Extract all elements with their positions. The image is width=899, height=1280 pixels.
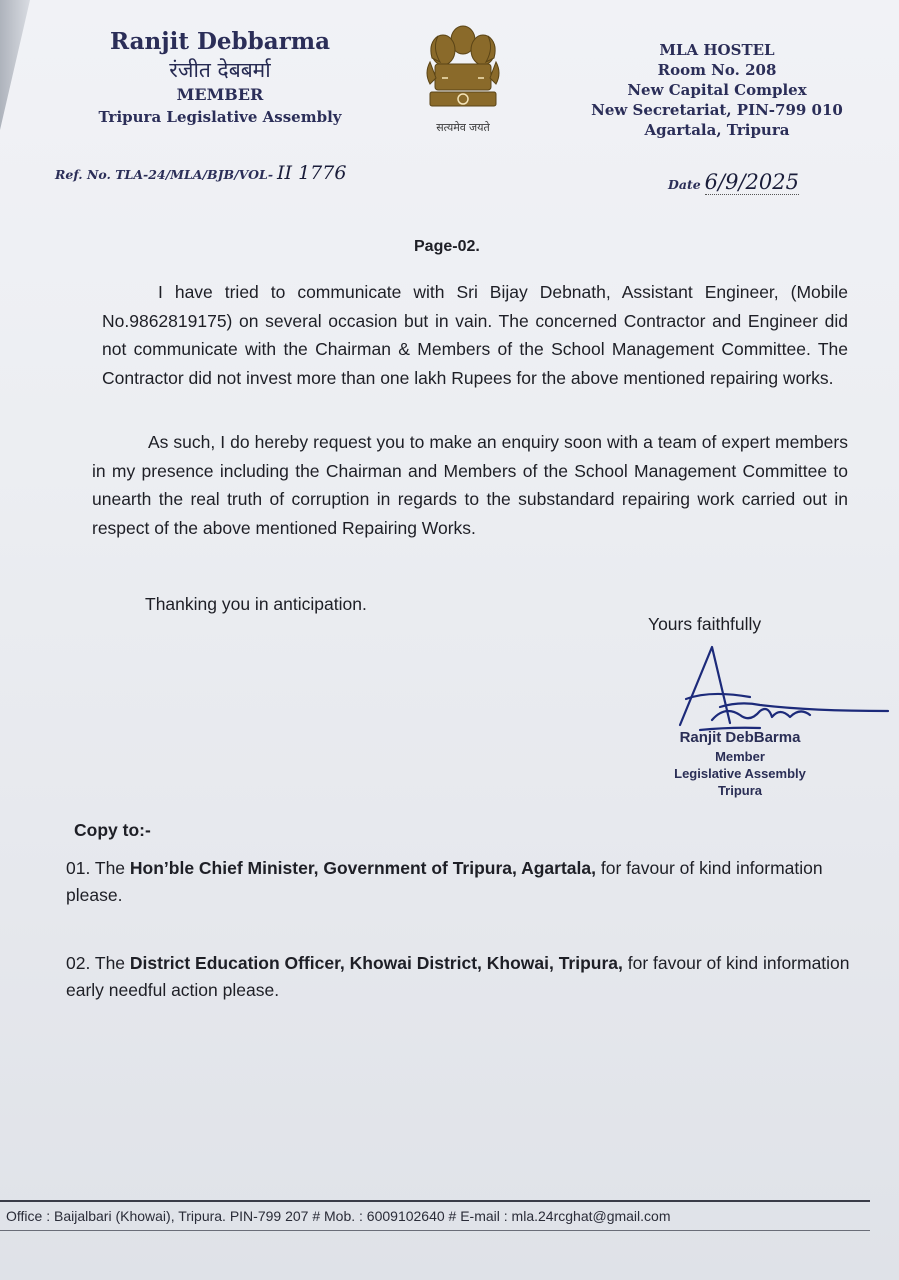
national-emblem xyxy=(418,18,508,138)
copy-item-suffix: for favour of kind information early needful action please. xyxy=(66,953,850,1000)
reference-handwritten: II 1776 xyxy=(277,162,347,184)
paragraph xyxy=(102,278,848,392)
footer-divider xyxy=(0,1200,870,1202)
letter-date xyxy=(668,170,799,194)
copy-item-recipient: District Education Officer, Khowai District, Khowai, Tripura, xyxy=(129,953,623,973)
sender-designation: MEMBER xyxy=(176,85,264,104)
address-line: New Capital Complex xyxy=(627,81,807,99)
reference-label: Ref. No. TLA-24/MLA/BJB/VOL- xyxy=(55,167,274,182)
address-line: Room No. 208 xyxy=(657,61,777,79)
address-line: Agartala, Tripura xyxy=(644,121,790,139)
copy-item-recipient: Hon’ble Chief Minister, Government of Tripura, Agartala, xyxy=(129,858,596,878)
signatory-line: Legislative Assembly xyxy=(674,766,806,781)
paragraph-text: I have tried to communicate with Sri Bijay Debnath, Assistant Engineer, (Mobile No.9862819175) on several occasion but in vain. The concerned Contractor and Engineer did not communicate with the Chairman & Members of the School Management Committee. The Contractor did not invest more than one lakh Rupees for the above mentioned repairing works. xyxy=(102,282,848,388)
signatory-line: Member xyxy=(715,749,765,764)
letterhead-address xyxy=(572,40,862,140)
copy-item-prefix: 01. The xyxy=(66,858,130,878)
copy-item xyxy=(66,950,856,1004)
page-curl xyxy=(0,0,30,130)
sender-name: Ranjit Debbarma xyxy=(110,28,330,55)
sender-assembly: Tripura Legislative Assembly xyxy=(98,108,342,126)
footer-contact: Office : Baijalbari (Khowai), Tripura. PIN-799 207 # Mob. : 6009102640 # E-mail : mla.24rcghat@gmail.com xyxy=(6,1208,671,1224)
letterhead-left xyxy=(60,28,380,128)
closing-thanks: Thanking you in anticipation. xyxy=(145,594,367,614)
address-line: MLA HOSTEL xyxy=(659,41,775,59)
lion-capital-icon xyxy=(418,18,508,118)
footer-divider-bottom xyxy=(0,1230,870,1231)
copy-item-prefix: 02. The xyxy=(66,953,130,973)
signatory-block xyxy=(640,728,840,799)
date-label: Date xyxy=(668,177,701,192)
copy-to-heading: Copy to:- xyxy=(74,820,151,840)
copy-item-suffix: for favour of kind information please. xyxy=(66,858,823,905)
paragraph-text: As such, I do hereby request you to make an enquiry soon with a team of expert members in my presence including the Chairman and Members of the School Management Committee to unearth the real truth of corruption in regards to the substandard repairing work carried out in respect of the above mentioned Repairing Works. xyxy=(92,432,848,538)
reference-number xyxy=(55,162,346,184)
sender-name-hindi: रंजीत देबबर्मा xyxy=(169,58,271,82)
date-handwritten: 6/9/2025 xyxy=(704,170,799,194)
closing-yours: Yours faithfully xyxy=(648,614,762,634)
signatory-line: Tripura xyxy=(717,783,763,798)
copy-item xyxy=(66,855,856,909)
signatory-name: Ranjit DebBarma xyxy=(679,729,801,746)
address-line: New Secretariat, PIN-799 010 xyxy=(591,101,843,119)
paragraph xyxy=(92,428,848,542)
page-number: Page-02. xyxy=(414,238,480,255)
emblem-motto: सत्यमेव जयते xyxy=(436,122,490,134)
